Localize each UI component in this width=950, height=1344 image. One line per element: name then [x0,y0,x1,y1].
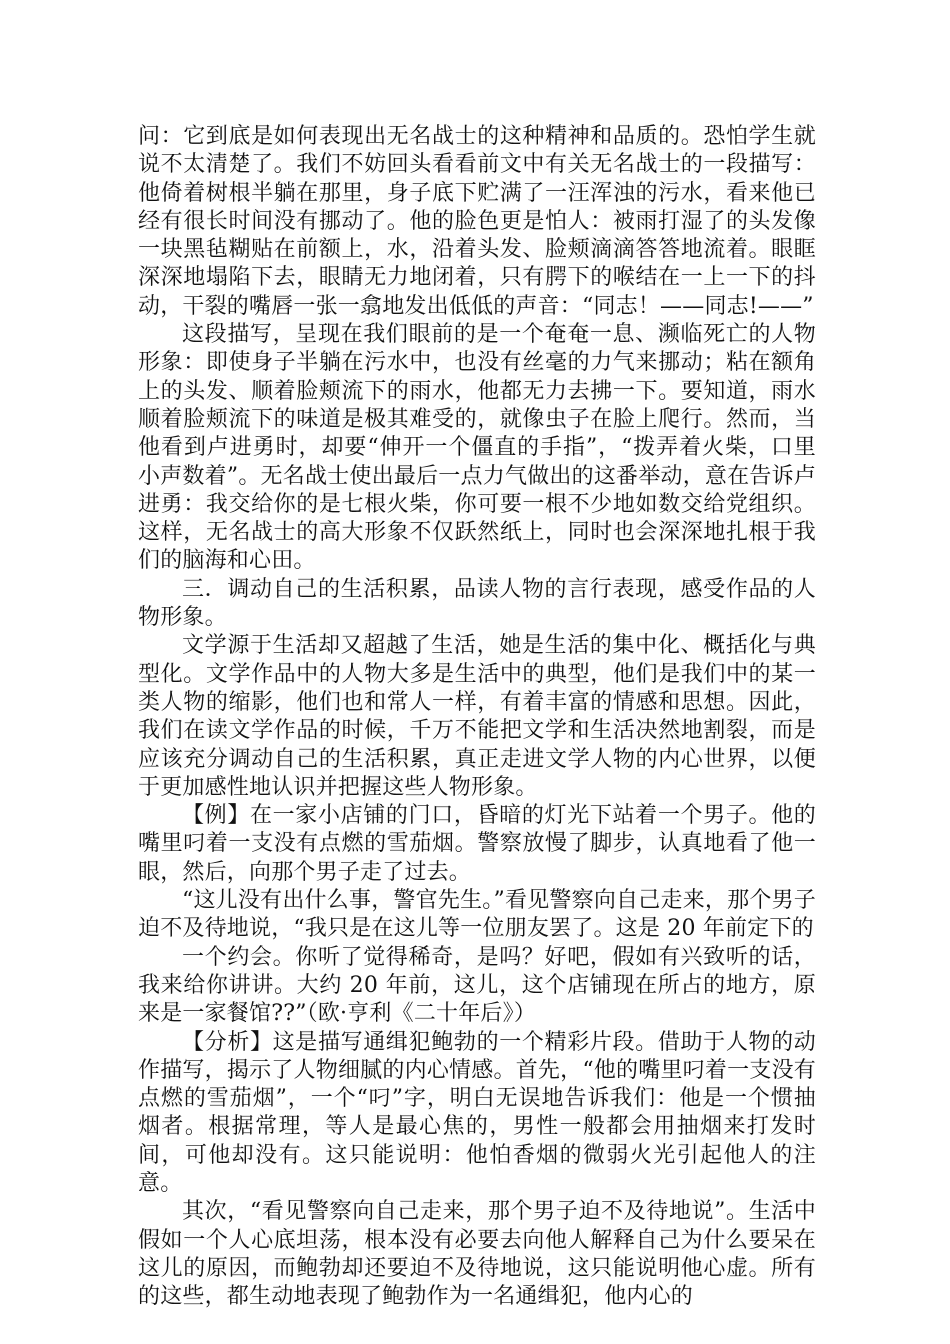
paragraph-1: 问：它到底是如何表现出无名战士的这种精神和品质的。恐怕学生就说不太清楚了。我们不妨回头看看前文中有关无名战士的一段描写：他倚着树根半躺在那里，身子底下贮满了一汪浑浊的污水，看来他已经有很长时间没有挪动了。他的脸色更是怕人：被雨打湿了的头发像一块黑毡糊贴在前额上，水，沿着头发、脸颊滴滴答答地流着。眼眶深深地塌陷下去，眼睛无力地闭着，只有腭下的喉结在一上一下的抖动，干裂的嘴唇一张一翕地发出低低的声音：“同志！——同志!——” [138,124,816,319]
analysis-paragraph: 【分析】这是描写通缉犯鲍勃的一个精彩片段。借助于人物的动作描写，揭示了人物细腻的内心情感。首先，“他的嘴里叼着一支没有点燃的雪茄烟”，一个“叼”字，明白无误地告诉我们：他是一个惯抽烟者。根据常理，等人是最心焦的，男性一般都会用抽烟来打发时间，可他却没有。这只能说明：他怕香烟的微弱火光引起他人的注意。 [138,1029,816,1196]
quote-paragraph: “这儿没有出什么事，警官先生。”看见警察向自己走来，那个男子迫不及待地说，“我只是在这儿等一位朋友罢了。这是 20 年前定下的 [138,888,816,942]
quote-continuation-paragraph: 一个约会。你听了觉得稀奇，是吗？好吧，假如有兴致听的话，我来给你讲讲。大约 20 年前，这儿，这个店铺现在所占的地方，原来是一家餐馆??”（欧·亨利《二十年后》） [138,944,816,1027]
paragraph-9: 其次，“看见警察向自己走来，那个男子迫不及待地说”。生活中假如一个人心底坦荡，根本没有必要去向他人解释自己为什么要呆在这儿的原因，而鲍勃却还要迫不及待地说，这只能说明他心虚。所有的这些，都生动地表现了鲍勃作为一名通缉犯，他内心的 [138,1199,816,1310]
section-heading-3: 三．调动自己的生活积累，品读人物的言行表现，感受作品的人物形象。 [138,576,816,631]
paragraph-4: 文学源于生活却又超越了生活，她是生活的集中化、概括化与典型化。文学作品中的人物大多是生活中的典型，他们是我们中的某一类人物的缩影，他们也和常人一样，有着丰富的情感和思想。因此，我们在读文学作品的时候，千万不能把文学和生活决然地割裂，而是应该充分调动自己的生活积累，真正走进文学人物的内心世界，以便于更加感性地认识并把握这些人物形象。 [138,633,816,800]
paragraph-2: 这段描写，呈现在我们眼前的是一个奄奄一息、濒临死亡的人物形象：即使身子半躺在污水中，也没有丝毫的力气来挪动；粘在额角上的头发、顺着脸颊流下的雨水，他都无力去拂一下。要知道，雨水顺着脸颊流下的味道是极其难受的，就像虫子在脸上爬行。然而，当他看到卢进勇时，却要“伸开一个僵直的手指”，“拨弄着火柴，口里小声数着”。无名战士使出最后一点力气做出的这番举动，意在告诉卢进勇：我交给你的是七根火柴，你可要一根不少地如数交给党组织。这样，无名战士的高大形象不仅跃然纸上，同时也会深深地扎根于我们的脑海和心田。 [138,322,816,574]
document-body [138,123,816,1311]
example-paragraph: 【例】在一家小店铺的门口，昏暗的灯光下站着一个男子。他的嘴里叼着一支没有点燃的雪茄烟。警察放慢了脚步，认真地看了他一眼，然后，向那个男子走了过去。 [138,803,816,885]
